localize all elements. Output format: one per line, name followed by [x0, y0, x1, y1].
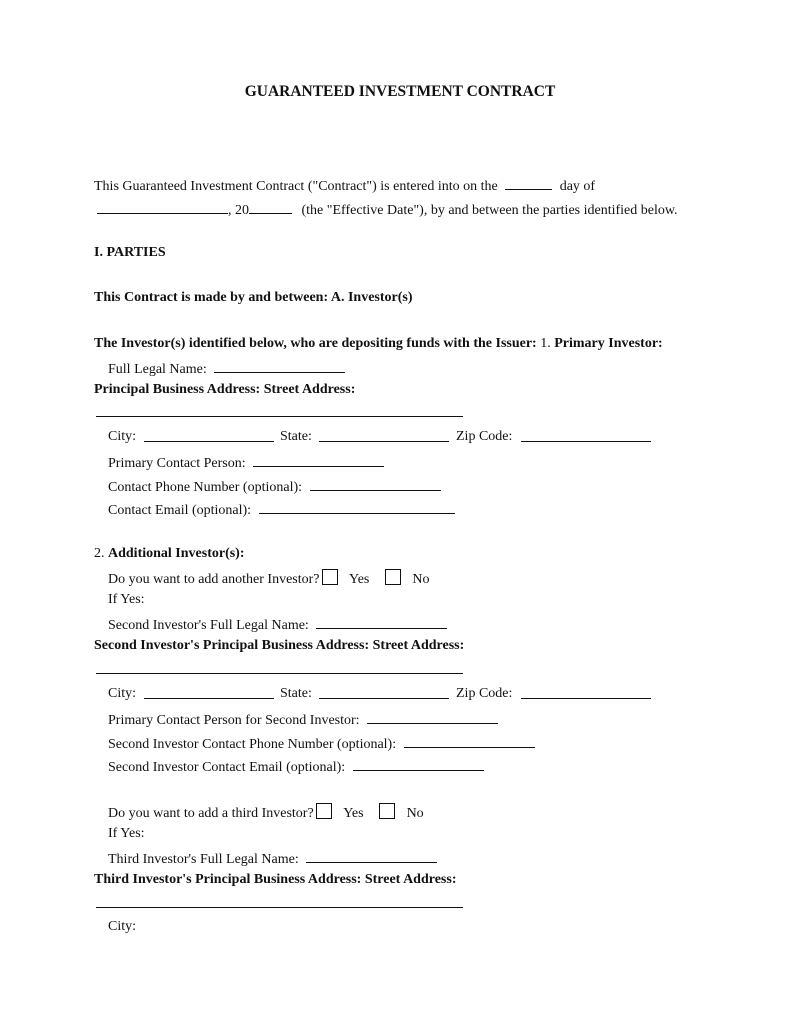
- made-by-line: This Contract is made by and between: A. Investor(s): [94, 290, 413, 305]
- primary-number: 1.: [540, 336, 551, 351]
- intro-text-1a: This Guaranteed Investment Contract ("Contract") is entered into on the: [94, 179, 498, 194]
- add-third-investor-row: [108, 803, 424, 822]
- second-contact-person-label: Primary Contact Person for Second Investor:: [108, 713, 360, 728]
- investors-intro-text: The Investor(s) identified below, who are depositing funds with the Issuer:: [94, 336, 537, 351]
- primary-city-label: City:: [108, 429, 137, 444]
- primary-zip-label: Zip Code:: [456, 429, 513, 444]
- primary-state-field[interactable]: [319, 441, 449, 442]
- primary-email-label: Contact Email (optional):: [108, 503, 252, 518]
- second-email-label: Second Investor Contact Email (optional):: [108, 760, 346, 775]
- third-investor-no-label: No: [406, 806, 424, 821]
- primary-contact-person-row: [108, 453, 384, 472]
- third-address-heading: Third Investor's Principal Business Address: Street Address:: [94, 872, 457, 887]
- second-email-row: [108, 757, 484, 776]
- primary-email-field[interactable]: [259, 500, 455, 514]
- second-full-name-label: Second Investor's Full Legal Name:: [108, 618, 309, 633]
- additional-number: 2.: [94, 546, 105, 561]
- second-phone-field[interactable]: [404, 734, 535, 748]
- primary-state-label: State:: [280, 429, 312, 444]
- second-state-field[interactable]: [319, 698, 449, 699]
- second-contact-person-field[interactable]: [367, 710, 498, 724]
- section-heading-parties: I. PARTIES: [94, 245, 166, 260]
- primary-city-field[interactable]: [144, 441, 274, 442]
- third-full-name-field[interactable]: [306, 849, 437, 863]
- document-title: GUARANTEED INVESTMENT CONTRACT: [244, 83, 556, 100]
- intro-line-1: [94, 176, 595, 195]
- second-email-field[interactable]: [353, 757, 484, 771]
- intro-text-2b: (the "Effective Date"), by and between the parties identified below.: [301, 203, 678, 218]
- month-field[interactable]: [97, 200, 228, 214]
- second-investor-no-checkbox[interactable]: [385, 569, 401, 585]
- primary-contact-person-field[interactable]: [253, 453, 384, 467]
- additional-investors-heading: [94, 546, 245, 562]
- second-zip-field[interactable]: [521, 698, 651, 699]
- additional-investors-label: Additional Investor(s):: [108, 546, 245, 561]
- third-if-yes: If Yes:: [108, 826, 145, 841]
- second-full-name-field[interactable]: [316, 615, 447, 629]
- second-address-heading: Second Investor's Principal Business Address: Street Address:: [94, 638, 465, 653]
- primary-phone-label: Contact Phone Number (optional):: [108, 480, 303, 495]
- primary-full-name-label: Full Legal Name:: [108, 362, 207, 377]
- intro-line-2: [97, 200, 678, 219]
- primary-email-row: [108, 500, 455, 519]
- primary-phone-field[interactable]: [310, 477, 441, 491]
- add-second-investor-row: [108, 569, 430, 588]
- primary-phone-row: [108, 477, 441, 496]
- second-full-name-row: [108, 615, 447, 634]
- year-field[interactable]: [249, 200, 292, 214]
- investors-intro-line: [94, 336, 663, 352]
- second-phone-label: Second Investor Contact Phone Number (optional):: [108, 737, 397, 752]
- second-if-yes: If Yes:: [108, 592, 145, 607]
- add-third-question: Do you want to add a third Investor?: [108, 806, 314, 821]
- primary-contact-person-label: Primary Contact Person:: [108, 456, 246, 471]
- primary-zip-field[interactable]: [521, 441, 651, 442]
- primary-full-name-row: [108, 359, 345, 378]
- second-investor-no-label: No: [412, 572, 430, 587]
- second-street-address-field[interactable]: [96, 673, 463, 674]
- second-city-label: City:: [108, 686, 137, 701]
- second-investor-yes-label: Yes: [349, 572, 370, 587]
- day-field[interactable]: [505, 176, 552, 190]
- primary-full-name-field[interactable]: [214, 359, 345, 373]
- intro-text-2a: , 20: [228, 203, 249, 218]
- third-investor-yes-label: Yes: [343, 806, 364, 821]
- primary-address-heading: Principal Business Address: Street Address:: [94, 382, 356, 397]
- primary-investor-label: Primary Investor:: [554, 336, 663, 351]
- third-investor-yes-checkbox[interactable]: [316, 803, 332, 819]
- third-city-label: City:: [108, 919, 137, 934]
- second-investor-yes-checkbox[interactable]: [322, 569, 338, 585]
- third-full-name-label: Third Investor's Full Legal Name:: [108, 852, 299, 867]
- second-city-field[interactable]: [144, 698, 274, 699]
- second-phone-row: [108, 734, 535, 753]
- second-zip-label: Zip Code:: [456, 686, 513, 701]
- third-full-name-row: [108, 849, 437, 868]
- intro-text-1b: day of: [559, 179, 596, 194]
- second-contact-person-row: [108, 710, 498, 729]
- add-second-question: Do you want to add another Investor?: [108, 572, 320, 587]
- third-investor-no-checkbox[interactable]: [379, 803, 395, 819]
- third-street-address-field[interactable]: [96, 907, 463, 908]
- second-state-label: State:: [280, 686, 312, 701]
- primary-street-address-field[interactable]: [96, 416, 463, 417]
